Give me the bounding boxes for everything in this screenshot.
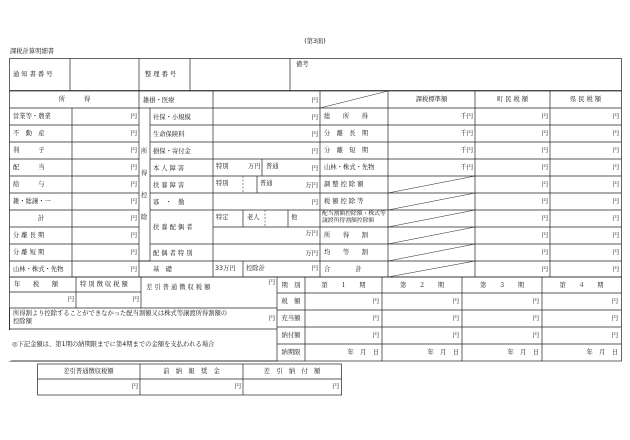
tax-row-label: 均 等 割 xyxy=(324,249,369,256)
deduction-row-unit: 円 xyxy=(311,147,318,155)
income-row-label: 雑・総譲・一 xyxy=(13,198,51,205)
period-header: 第 １ 期 xyxy=(321,282,366,289)
bottom-col-2: 前 納 報 奨 金 xyxy=(163,368,220,375)
tax-row-pref-unit: 円 xyxy=(612,266,619,273)
deduction-group-char-1: 所 xyxy=(141,148,148,155)
deduction-group-char-2: 得 xyxy=(141,170,148,177)
installment-cell-unit: 年 月 日 xyxy=(347,349,379,356)
installment-cell-unit: 年 月 日 xyxy=(507,349,539,356)
tax-row-std-unit: 千円 xyxy=(460,130,473,137)
tax-row-label: 配当割額控除額・株式等譲渡所得割額控除額 xyxy=(322,211,386,224)
installment-cell-unit: 円 xyxy=(532,315,539,322)
installment-cell-unit: 円 xyxy=(372,315,379,322)
bottom-col-1: 差引普通徴収税額 xyxy=(63,368,114,375)
bottom-col-3: 差 引 納 付 額 xyxy=(263,368,321,375)
header-box xyxy=(10,59,622,91)
self-dis-special-unit: 万円 xyxy=(248,163,261,170)
tax-row-std-unit: 千円 xyxy=(460,113,473,120)
basic-amount: 33万円 xyxy=(215,265,236,272)
ref-no-label: 整 理 番 号 xyxy=(145,71,177,78)
installment-cell-unit: 円 xyxy=(372,298,379,305)
installment-cell-unit: 円 xyxy=(532,298,539,305)
tax-row-label: 調 整 控 除 額 xyxy=(324,181,364,188)
installment-cell-unit: 年 月 日 xyxy=(427,349,459,356)
tax-row-town-unit: 円 xyxy=(541,113,548,120)
tax-row-pref-unit: 円 xyxy=(612,198,619,205)
period-header: 第 ４ 期 xyxy=(559,282,604,289)
income-row-label: 給 与 xyxy=(13,181,45,188)
income-row-unit: 円 xyxy=(130,266,137,273)
col-pref: 県 民 税 額 xyxy=(569,96,602,103)
period-header: 第 ３ 期 xyxy=(479,282,525,289)
prepay-note: ◎下記金額は、第1期の納期限までに第4期までの金額を支払われる場合 xyxy=(12,341,215,348)
tax-row-pref-unit: 円 xyxy=(612,147,619,154)
ordinary-collection-label: 差 引 普 通 徴 収 税 額 xyxy=(146,284,211,291)
dep-dis-normal: 普通 xyxy=(260,180,273,187)
deduction-row-unit: 円 xyxy=(311,198,318,206)
income-row-label: 計 xyxy=(37,215,45,222)
deduction-row-label: 配 偶 者 特 別 xyxy=(153,249,193,257)
deduction-row-label: 本 人 障 害 xyxy=(153,164,185,172)
installment-cell-unit: 円 xyxy=(452,332,459,339)
installment-cell-unit: 円 xyxy=(611,332,618,339)
deduction-total-unit: 円 xyxy=(311,265,318,272)
tax-row-pref-unit: 円 xyxy=(612,215,619,222)
income-row-unit: 円 xyxy=(130,113,137,120)
dependent-elderly: 老人 xyxy=(247,214,260,221)
income-row-label: 分 離 長 期 xyxy=(13,232,45,239)
tax-row-label: 分 離 短 期 xyxy=(324,147,369,154)
deduction-row-label: 扶 養 障 害 xyxy=(153,181,185,189)
annual-tax-unit: 円 xyxy=(67,296,74,303)
form-title: 課税計算明細書 xyxy=(10,48,55,55)
deduction-row-unit: 万円 xyxy=(305,230,318,237)
income-row-label: 営業等・農業 xyxy=(13,113,51,120)
deduction-row-unit: 万円 xyxy=(305,249,318,257)
tax-row-label: 所 得 割 xyxy=(324,232,369,239)
income-row-unit: 円 xyxy=(130,147,137,154)
installment-cell-unit: 円 xyxy=(532,332,539,339)
tax-row-pref-unit: 円 xyxy=(612,232,619,239)
self-dis-special: 特別 xyxy=(216,163,229,170)
installment-cell-unit: 円 xyxy=(452,315,459,322)
notice-no-label: 通 知 書 番 号 xyxy=(13,71,53,78)
deduction-row-unit: 円 xyxy=(311,164,318,172)
income-header: 所 得 xyxy=(58,96,91,103)
installment-cell-unit: 年 月 日 xyxy=(586,349,618,356)
page-label: (第3面) xyxy=(304,38,326,45)
special-collection-label: 特 別 徴 収 税 額 xyxy=(80,281,128,288)
period-label: 期 別 xyxy=(281,282,301,289)
bottom-unit-1: 円 xyxy=(131,383,138,390)
deduction-row-unit: 円 xyxy=(311,113,318,121)
bottom-unit-2: 円 xyxy=(234,383,241,390)
col-town: 町 民 税 額 xyxy=(496,96,529,103)
tax-row-label: 分 離 長 期 xyxy=(324,130,369,137)
tax-row-pref-unit: 円 xyxy=(612,249,619,256)
deduction-row-label: 雑損・医療 xyxy=(143,96,175,104)
tax-row-std-unit: 千円 xyxy=(460,147,473,154)
tax-row-town-unit: 円 xyxy=(541,164,548,171)
self-dis-normal: 普通 xyxy=(266,163,279,170)
tax-row-town-unit: 円 xyxy=(541,232,548,239)
tax-row-town-unit: 円 xyxy=(541,181,548,188)
income-row-label: 分 離 短 期 xyxy=(13,249,45,256)
deduction-row-label: 社保・小規模 xyxy=(153,113,191,121)
bottom-unit-3: 円 xyxy=(332,383,339,390)
tax-row-label: 税 額 控 除 等 xyxy=(324,198,364,205)
deduction-group-char-4: 除 xyxy=(141,214,148,221)
income-row-label: 利 子 xyxy=(13,147,45,154)
deduction-row-unit: 万円 xyxy=(305,181,318,189)
annual-tax-label: 年 税 額 xyxy=(14,281,59,288)
dividend-unit: 円 xyxy=(268,315,275,322)
income-row-unit: 円 xyxy=(130,249,137,256)
dependent-other: 他 xyxy=(291,214,298,221)
tax-row-town-unit: 円 xyxy=(541,147,548,154)
income-row-unit: 円 xyxy=(130,130,137,137)
income-row-unit: 円 xyxy=(130,198,137,205)
tax-row-pref-unit: 円 xyxy=(612,181,619,188)
installment-cell-unit: 円 xyxy=(452,298,459,305)
tax-row-town-unit: 円 xyxy=(541,266,548,273)
deduction-row-unit: 円 xyxy=(311,130,318,138)
dividend-note: 所得割より控除することができなかった配当割額又は株式等譲渡所得割額の控除額 xyxy=(13,310,228,325)
income-row-unit: 円 xyxy=(130,164,137,171)
deduction-row-label: 基 礎 xyxy=(153,266,172,273)
dependent-special: 特定 xyxy=(216,214,229,221)
col-std: 課税標準額 xyxy=(415,96,448,103)
installment-row-label: 納期限 xyxy=(281,349,301,356)
installment-cell-unit: 円 xyxy=(611,315,618,322)
tax-row-town-unit: 円 xyxy=(541,249,548,256)
installment-row-label: 納付額 xyxy=(281,332,301,339)
deduction-total-label: 控除計 xyxy=(246,265,265,272)
dep-dis-special: 特別 xyxy=(216,180,229,187)
tax-row-label: 総 所 得 xyxy=(324,113,369,120)
tax-row-town-unit: 円 xyxy=(541,215,548,222)
deduction-row-label: 損保・寄付金 xyxy=(153,147,191,155)
deduction-group-char-3: 控 xyxy=(141,192,148,199)
income-row-unit: 円 xyxy=(130,215,137,222)
tax-row-pref-unit: 円 xyxy=(612,113,619,120)
tax-row-label: 合 計 xyxy=(324,266,362,273)
installment-cell-unit: 円 xyxy=(372,332,379,339)
remarks-label: 備考 xyxy=(296,61,309,68)
ordinary-collection-unit: 円 xyxy=(268,279,275,286)
deduction-row-label: 扶 養 配 偶 者 xyxy=(153,224,193,231)
special-collection-unit: 円 xyxy=(132,296,139,303)
tax-row-town-unit: 円 xyxy=(541,130,548,137)
income-row-unit: 円 xyxy=(130,232,137,239)
tax-row-label: 山林・株式・先物 xyxy=(324,164,375,171)
installment-row-label: 充当額 xyxy=(281,315,301,322)
tax-row-pref-unit: 円 xyxy=(612,130,619,137)
tax-row-pref-unit: 円 xyxy=(612,164,619,171)
income-row-label: 山林・株式・先物 xyxy=(13,266,64,273)
tax-row-town-unit: 円 xyxy=(541,198,548,205)
deduction-row-label: 寡 ・ 勤 xyxy=(153,198,185,206)
installment-cell-unit: 円 xyxy=(611,298,618,305)
income-row-label: 配 当 xyxy=(13,164,45,171)
income-row-label: 不 動 産 xyxy=(13,130,45,137)
period-header: 第 ２ 期 xyxy=(399,282,445,289)
installment-row-label: 税 額 xyxy=(281,298,301,305)
income-row-unit: 円 xyxy=(130,181,137,188)
deduction-row-unit: 円 xyxy=(311,96,318,104)
tax-row-std-unit: 千円 xyxy=(460,164,473,171)
deduction-row-label: 生命保険料 xyxy=(153,130,185,138)
